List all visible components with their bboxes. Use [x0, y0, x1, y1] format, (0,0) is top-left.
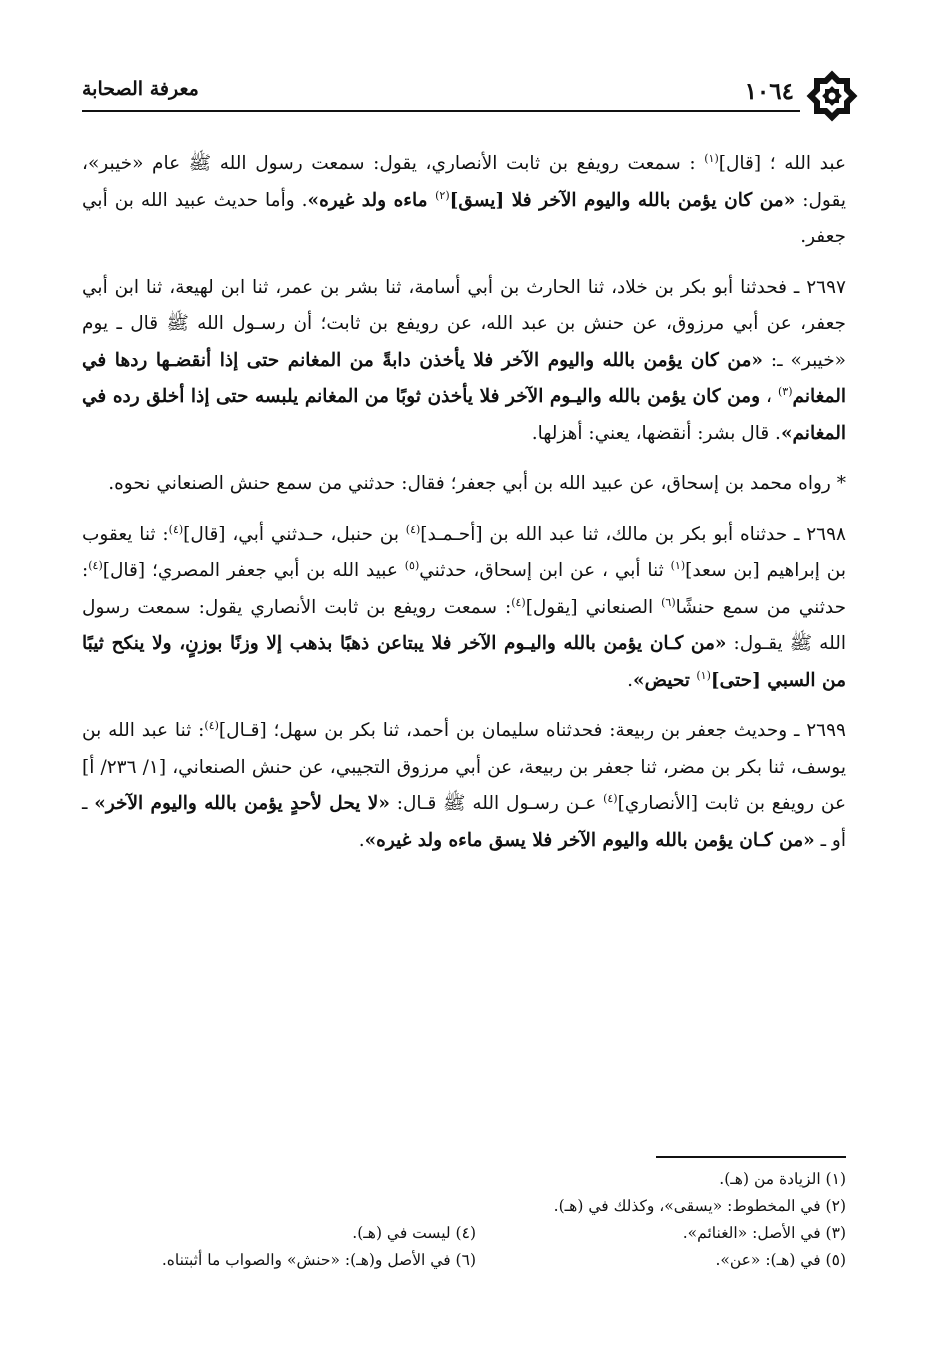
footnote-ref: (٣): [778, 384, 793, 398]
text-segment: * رواه محمد بن إسحاق، عن عبيد الله بن أبي جعفر؛ فقال: حدثني من سمع حنش الصنعاني نحوه.: [108, 473, 846, 494]
hadith-quote: «من كـان يؤمن بالله واليـوم الآخر فلا يبتاعن ذهبًا بذهب إلا وزنًا بوزنٍ، ولا ينكح ثيبًا من السبي [حتى]: [82, 633, 846, 691]
text-segment: عبد الله ؛ [قال]: [718, 153, 847, 174]
footnote-ref: (٦): [661, 595, 676, 609]
footnote-ref: (٤): [204, 718, 219, 732]
text-segment: ثنا أبي ، عن ابن إسحاق، حدثني: [419, 560, 671, 581]
footnote-ref: (٤): [88, 558, 103, 572]
text-segment: ٢٦٩٨ ـ حدثناه أبو بكر بن مالك، ثنا عبد الله بن [أحـمـد]: [420, 523, 846, 545]
footnote-ref: (١): [670, 558, 686, 572]
hadith-quote: «لا يحل لأحدٍ يؤمن بالله واليوم الآخر»: [94, 793, 390, 814]
paragraph-hadith-2698: [82, 517, 846, 700]
text-segment: بن حنبل، حـدثني أبي، [قال]: [183, 523, 406, 545]
running-title: معرفة الصحابة: [82, 78, 199, 100]
footnote-ref: (٤): [603, 791, 618, 805]
header-rule: [82, 110, 800, 112]
footnote-3: (٣) في الأصل: «الغنائم».: [682, 1224, 846, 1242]
text-segment: ـ أو ـ: [82, 793, 846, 851]
footnote-2: (٢) في المخطوط: «يسقى»، وكذلك في (هـ).: [553, 1197, 846, 1215]
footnote-6: (٦) في الأصل و(هـ): «حنش» والصواب ما أثبتناه.: [161, 1251, 476, 1269]
text-segment: ٢٦٩٩ ـ وحديث جعفر بن ربيعة: فحدثناه سليمان بن أحمد، ثنا بكر بن سهل؛ [قـال]: [218, 720, 846, 741]
text-segment: : سمعت رويفع بن ثابت الأنصاري يقول: سمعت رسول الله ﷺ يقـول:: [82, 596, 846, 654]
text-segment: . قال بشر: أنقضها، يعني: أهزلها.: [531, 422, 781, 444]
footnote-rule: [656, 1156, 846, 1158]
footnotes: [82, 1156, 846, 1274]
footnote-1: (١) الزيادة من (هـ).: [719, 1170, 846, 1188]
text-segment: الصنعاني [يقول]: [525, 596, 662, 618]
text-segment: : ثنا عبد الله بن يوسف، ثنا بكر بن مضر، ثنا جعفر بن ربيعة، عن أبي مرزوق التجيبي، عن حنش الصنعاني، [١/ ٢٣٦/ أ] عن رويفع بن ثابت [الأنصاري]: [82, 720, 846, 814]
text-segment: : سمعت رويفع بن ثابت الأنصاري، يقول: سمعت رسول الله ﷺ عام «خيبر»، يقول:: [82, 153, 847, 211]
footnote-ref: (٤): [168, 522, 184, 536]
page-header: [82, 66, 862, 120]
hadith-quote: ماءه ولد غيره»: [307, 189, 436, 211]
footnote-ref: (٤): [511, 595, 526, 609]
hadith-quote: «من كان يؤمن بالله واليوم الآخر فلا يأخذن دابةً من المغانم حتى إذا أنقضـها ردها في المغانم: [82, 349, 847, 407]
footnote-5: (٥) في (هـ): «عن».: [715, 1251, 846, 1269]
hadith-quote: تحيض»: [633, 669, 697, 691]
main-text: [82, 146, 846, 859]
hadith-quote: ومن كان يؤمن بالله واليـوم الآخر فلا يأخذن ثوبًا من المغانم يلبسه حتى إذا أخلق رده في المغانم»: [82, 386, 846, 444]
paragraph-riwaya-note: [82, 466, 846, 503]
paragraph-intro: [82, 146, 846, 256]
octagram-ornament-icon: [802, 66, 862, 126]
page-number: ١٠٦٤: [744, 78, 794, 105]
footnote-ref: (٥): [404, 558, 420, 572]
text-segment: : ثنا يعقوب بن إبراهيم [بن سعد]: [82, 523, 846, 581]
text-segment: ،: [760, 386, 778, 407]
text-segment: عـن رسـول الله ﷺ قـال:: [389, 793, 604, 814]
text-segment: ٢٦٩٧ ـ فحدثنا أبو بكر بن خلاد، ثنا الحارث بن أبي أسامة، ثنا بشر بن عمر، ثنا ابن لهيعة، ثنا ابن أبي جعفر، عن أبي مرزوق، عن حنش بن عبد الله، عن رويفع بن ثابت؛ أن رسـول الله ﷺ قال ـ يوم «خيبر» ـ:: [82, 276, 846, 371]
text-segment: .: [358, 829, 365, 851]
footnote-4: (٤) ليست في (هـ).: [352, 1224, 476, 1242]
paragraph-hadith-2697: [82, 270, 846, 453]
text-segment: : حدثني من سمع حنشًا: [82, 560, 847, 618]
text-segment: .: [627, 669, 634, 691]
footnote-ref: (٤): [405, 522, 421, 536]
text-segment: عبيد الله بن أبي جعفر المصري؛ [قال]: [102, 560, 405, 581]
hadith-quote: «من كـان يؤمن بالله واليوم الآخر فلا يسق ماءه ولد غيره»: [364, 829, 815, 851]
text-segment: . وأما حديث عبيد الله بن أبي جعفر.: [82, 189, 846, 247]
hadith-quote: «من كان يؤمن بالله واليوم الآخر فلا [يسق]: [449, 189, 796, 211]
footnote-ref: (٢): [435, 188, 450, 202]
footnote-ref: (١): [696, 668, 711, 682]
paragraph-hadith-2699: [82, 713, 846, 859]
footnote-ref: (١): [704, 151, 719, 165]
